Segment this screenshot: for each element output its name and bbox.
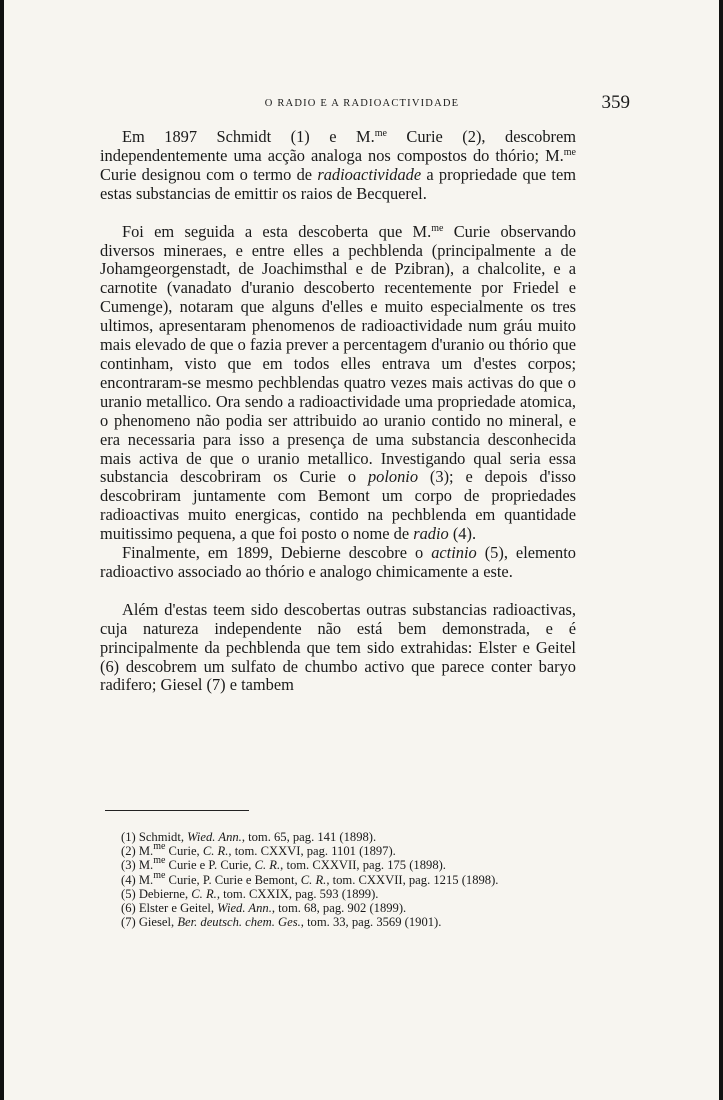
footnote-3: (3) M.$^{me}$ Curie e P. Curie, C. R., tom. CXXVII, pag. 175 (1898). (121, 855, 446, 873)
paragraph-4: Além d'estas teem sido descobertas outras substancias radioactivas, cuja natureza independente não está bem demonstrada, e é principalmente da pechblenda que tem sido extrahidas: Elster e Geitel (6) descobrem um sulfato de chumbo activo que parece conter baryo radifero; Giesel (7) e tambem (100, 599, 576, 695)
paragraph-2: Foi em seguida a esta descoberta que M.$^{me}$ Curie observando diversos mineraes, e entre elles a pechblenda (principalmente a de Johamgeorgenstadt, de Joachimsthal e de Pzibran), a chalcolite, e a carnotite (vanadato d'uranio descoberto recentemente por Friedel e Cumenge), notaram que alguns d'elles e muito especialmente os tres ultimos, apresentaram phenomenos de radioactividade num gráu muito mais elevado de que o fazia prever a percentagem d'uranio ou thório que continham, visto que em todos elles entrava um d'estes corpos; encontraram-se mesmo pechblendas quatro vezes mais activas do que o uranio metallico. Ora sendo a radioactividade uma propriedade atomica, o phenomeno não podia ser attribuido ao uranio contido no mineral, e era necessaria para isso a presença de uma substancia desconhecida mais activa de que o uranio metallico. Investigando qual seria essa substancia descobriram os Curie o polonio (3); e depois d'isso descobriram juntamente com Bemont um corpo de propriedades radioactivas muito energicas, contido na pechblenda em quantidade muitissimo pequena, a que foi posto o nome de radio (4). (100, 221, 577, 544)
body-text (100, 128, 576, 695)
paragraph-3: Finalmente, em 1899, Debierne descobre o actinio (5), elemento radioactivo associado ao thório e analogo chimicamente a este. (100, 543, 576, 581)
footnote-5: (5) Debierne, C. R., tom. CXXIX, pag. 593 (1899). (121, 886, 379, 901)
footnote-7: (7) Giesel, Ber. deutsch. chem. Ges., tom. 33, pag. 3569 (1901). (121, 915, 442, 930)
emphasis-radioactividade: radioactividade (317, 164, 422, 184)
footnotes (121, 830, 591, 929)
footnote-1: (1) Schmidt, Wied. Ann., tom. 65, pag. 141 (1898). (121, 830, 377, 844)
emphasis-actinio: actinio (431, 543, 477, 563)
footnote-divider (105, 810, 249, 811)
page-number: 359 (601, 92, 630, 113)
paragraph-1: Em 1897 Schmidt (1) e M.$^{me}$ Curie (2), descobrem independentemente uma acção analoga nos compostos do thório; M.$^{me}$ Curie designou com o termo de radioactividade a propriedade que tem estas substancias de emittir os raios de Becquerel. (100, 127, 576, 203)
emphasis-radio: radio (413, 524, 449, 544)
running-head (94, 94, 630, 114)
emphasis-polonio: polonio (367, 467, 419, 487)
running-title: O RADIO E A RADIOACTIVIDADE (264, 98, 460, 109)
footnote-2: (2) M.$^{me}$ Curie, C. R., tom. CXXVI, pag. 1101 (1897). (121, 841, 396, 859)
footnote-4: (4) M.$^{me}$ Curie, P. Curie e Bemont, C. R., tom. CXXVII, pag. 1215 (1898). (121, 869, 499, 887)
footnote-6: (6) Elster e Geitel, Wied. Ann., tom. 68, pag. 902 (1899). (121, 901, 407, 916)
